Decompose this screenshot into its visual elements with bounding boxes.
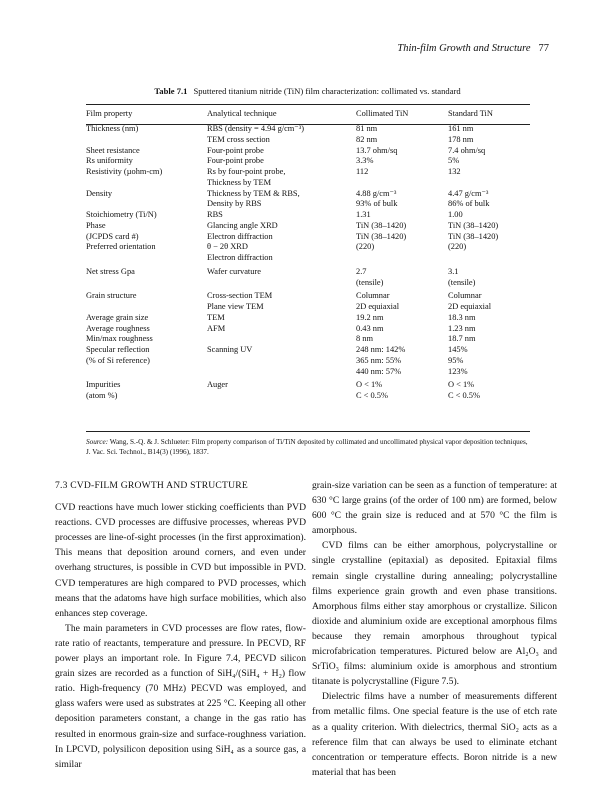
table-cell: 86% of bulk — [448, 199, 490, 209]
table-body — [86, 121, 530, 402]
table-row — [86, 345, 530, 356]
table-cell: C < 0.5% — [448, 391, 480, 400]
table-cell — [207, 356, 356, 367]
table-row — [86, 253, 530, 264]
table-cell: 365 nm: 55% — [356, 355, 402, 365]
table-cell — [86, 135, 207, 146]
table-row — [86, 167, 530, 178]
table-cell: 0.43 nm — [356, 323, 384, 333]
table-cell: 18.7 nm — [448, 334, 476, 344]
body-paragraph: CVD films can be either amorphous, polycrystalline or single crystalline (epitaxial) as deposited. Epitaxial films remain single crystalline during annealing; polycrystalline films experience grain growth and even phase transitions. Amorphous films either stay amorphous or crystallize. Silicon dioxide and aluminium oxide are exceptional amorphous films because they remain amorphous throughout typical microfabrication temperatures. Pictured below are Al₂O₃ and SrTiO₃ films: aluminium oxide is amorphous and strontium titanate is polycrystalline (Figure 7.5). — [312, 540, 557, 688]
left-paragraphs — [55, 500, 306, 772]
table-cell: Preferred orientation — [86, 242, 156, 252]
table-cell: Wafer curvature — [207, 266, 261, 276]
table-cell: Rs by four-point probe, — [207, 167, 286, 176]
table-cell: Rs uniformity — [86, 156, 133, 166]
table-row — [86, 264, 530, 278]
table-cell: TEM cross section — [207, 134, 270, 144]
table-row — [86, 199, 530, 210]
table-cell — [207, 367, 356, 378]
table-cell: Resistivity (µohm-cm) — [86, 167, 163, 176]
table-header-row — [86, 109, 530, 121]
table-cell: 18.3 nm — [448, 312, 476, 322]
table-cell: Columnar — [448, 291, 482, 301]
table-cell: 7.4 ohm/sq — [448, 145, 486, 155]
table-row — [86, 278, 530, 289]
table-cell: 145% — [448, 345, 468, 354]
table-cell: (220) — [356, 242, 375, 252]
table-row — [86, 324, 530, 335]
table-cell: 81 nm — [356, 124, 378, 133]
section-heading: 7.3 CVD-FILM GROWTH AND STRUCTURE — [55, 480, 248, 491]
table-cell: Density — [86, 188, 113, 198]
table-cell: (% of Si reference) — [86, 355, 150, 365]
header-cell: Analytical technique — [207, 109, 277, 118]
table-row — [86, 178, 530, 189]
table-cell: 2D equiaxial — [448, 302, 492, 311]
table-label: Table 7.1 — [154, 86, 188, 96]
table-cell: 248 nm: 142% — [356, 345, 406, 354]
table-top-rule — [86, 104, 530, 105]
table-cell: AFM — [207, 323, 226, 333]
table-cell: Average grain size — [86, 312, 149, 322]
table-cell: 3.3% — [356, 156, 374, 166]
table-cell: Sheet resistance — [86, 145, 140, 155]
table-row — [86, 156, 530, 167]
table-cell: Plane view TEM — [207, 302, 264, 311]
table-cell: 132 — [448, 167, 461, 176]
table-cell: Stoichiometry (Ti/N) — [86, 210, 157, 219]
table-cell: 13.7 ohm/sq — [356, 145, 398, 155]
table-cell — [86, 302, 207, 313]
table-cell: 4.47 g/cm⁻³ — [448, 188, 489, 198]
data-table — [86, 109, 530, 402]
table-cell — [207, 334, 356, 345]
table-cell: 1.31 — [356, 210, 371, 219]
table-cell: Net stress Gpa — [86, 266, 135, 276]
table-cell: Thickness by TEM & RBS, — [207, 188, 300, 198]
table-cell: 3.1 — [448, 266, 459, 276]
header-cell: Standard TiN — [448, 109, 493, 118]
table-cell — [86, 253, 207, 264]
table-cell: 5% — [448, 156, 460, 166]
table-cell: TiN (38–1420) — [356, 231, 407, 241]
table-cell: Min/max roughness — [86, 334, 153, 344]
table-cell: 2D equiaxial — [356, 302, 400, 311]
table-row — [86, 121, 530, 135]
body-paragraph: Dielectric films have a number of measurements different from metallic films. One special feature is the use of etch rate as a quality criterion. With dielectrics, thermal SiO₂ acts as a reference film that can always be used to eliminate etchant concentration or temperature effects. Boron nitride is a new material that has been — [312, 691, 557, 778]
body-paragraph: CVD reactions have much lower sticking coefficients than PVD reactions. CVD processes are diffusive processes, whereas PVD processes are line-of-sight processes (in the first approximation). This means that deposition around corners, and even under overhang structures, is possible in CVD but impossible in PVD. CVD temperatures are high compared to PVD processes, which means that the adatoms have high surface mobilities, which also enhances step coverage. — [55, 502, 306, 619]
table-cell — [86, 367, 207, 378]
table-cell — [207, 278, 356, 289]
table-row — [86, 377, 530, 391]
table-row — [86, 313, 530, 324]
table-cell: Phase — [86, 220, 106, 230]
source-label: Source: — [86, 438, 109, 446]
table-cell: Thickness by TEM — [207, 177, 272, 187]
table-source — [86, 437, 530, 457]
table-cell: Glancing angle XRD — [207, 220, 278, 230]
table-cell — [86, 199, 207, 210]
table-row — [86, 356, 530, 367]
table-cell: 161 nm — [448, 124, 474, 133]
table-cell: RBS (density = 4.94 g/cm⁻³) — [207, 124, 305, 133]
table-cell: 8 nm — [356, 334, 373, 344]
table-cell: O < 1% — [356, 380, 383, 390]
source-text: Wang, S.-Q. & J. Schlueter: Film property comparison of Ti/TiN deposited by collimated and uncollimated physical vapor deposition techniques, J. Vac. Sci. Technol., B14(3) (1996), 1837. — [86, 438, 528, 456]
table-cell: Impurities — [86, 380, 121, 390]
table-cell — [207, 391, 356, 402]
table-cell — [356, 253, 448, 264]
table-cell: 82 nm — [356, 134, 378, 144]
table-cell: Electron diffraction — [207, 231, 273, 241]
table-row — [86, 232, 530, 243]
table-cell: Columnar — [356, 291, 390, 301]
body-paragraph: grain-size variation can be seen as a function of temperature: at 630 °C large grains (of the order of 100 nm) are formed, below 600 °C the grain size is reduced and at 570 °C the film is amorphous. — [312, 480, 557, 537]
page-number: 77 — [538, 43, 549, 54]
table-row — [86, 189, 530, 200]
table-cell: Four-point probe — [207, 156, 264, 166]
table-cell: Scanning UV — [207, 345, 253, 354]
header-cell: Collimated TiN — [356, 109, 409, 118]
table-cell — [86, 278, 207, 289]
table-cell: 93% of bulk — [356, 199, 398, 209]
table-cell: RBS — [207, 210, 223, 219]
table-cell: Electron diffraction — [207, 253, 273, 262]
table-row — [86, 135, 530, 146]
table-cell: Four-point probe — [207, 145, 264, 155]
table-cell: TiN (38–1420) — [448, 220, 499, 230]
table-row — [86, 210, 530, 221]
table-cell: θ − 2θ XRD — [207, 242, 248, 252]
table-cell: TEM — [207, 312, 225, 322]
table-cell: O < 1% — [448, 380, 475, 390]
table-cell: 112 — [356, 167, 369, 176]
body-paragraph: The main parameters in CVD processes are flow rates, flow-rate ratio of reactants, temperature and pressure. In PECVD, RF power plays an important role. In Figure 7.4, PECVD silicon grain sizes are recorded as a function of SiH₄/(SiH₄ + H₂) flow ratio. High-frequency (70 MHz) PECVD was employed, and glass wafers were used as substrates at 225 °C. Keeping all other deposition parameters constant, a change in the gas ratio has resulted in enormous grain-size and surface-roughness variation. In LPCVD, polysilicon deposition using SiH₄ as a source gas, a similar — [55, 622, 306, 770]
table-row — [86, 367, 530, 378]
table-cell — [86, 178, 207, 189]
table-cell: TiN (38–1420) — [448, 231, 499, 241]
table-caption-text: Sputtered titanium nitride (TiN) film characterization: collimated vs. standard — [193, 86, 461, 96]
table-cell: Cross-section TEM — [207, 291, 273, 301]
right-paragraphs — [312, 478, 557, 780]
table-cell: Density by RBS — [207, 199, 262, 209]
running-head — [397, 43, 549, 54]
table-cell: C < 0.5% — [356, 391, 388, 400]
table-row — [86, 242, 530, 253]
table-cell: 4.88 g/cm⁻³ — [356, 188, 397, 198]
table-cell: Thickness (nm) — [86, 124, 139, 133]
table-cell: 440 nm: 57% — [356, 366, 402, 376]
table-bottom-rule — [86, 431, 530, 432]
table-cell: 95% — [448, 355, 464, 365]
table-cell — [448, 178, 530, 189]
table-row — [86, 391, 530, 402]
table-row — [86, 221, 530, 232]
table-cell: 2.7 — [356, 266, 367, 276]
table-cell: Auger — [207, 380, 228, 390]
table-cell: (220) — [448, 242, 467, 252]
table-cell — [356, 178, 448, 189]
table-cell: Average roughness — [86, 323, 150, 333]
table-row — [86, 302, 530, 313]
table-cell: 1.23 nm — [448, 323, 476, 333]
table-row — [86, 334, 530, 345]
table-cell: 178 nm — [448, 134, 474, 144]
table-cell: Grain structure — [86, 291, 137, 301]
right-column — [312, 478, 557, 780]
table-cell: (JCPDS card #) — [86, 231, 139, 241]
table-cell: 19.2 nm — [356, 312, 384, 322]
table-cell: (atom %) — [86, 391, 118, 400]
left-column — [55, 478, 306, 772]
table-cell — [448, 253, 530, 264]
table-cell: Specular reflection — [86, 345, 150, 354]
table-cell: (tensile) — [356, 277, 384, 287]
header-cell: Film property — [86, 109, 133, 118]
table-caption — [0, 86, 615, 96]
table-cell: (tensile) — [448, 277, 476, 287]
table-row — [86, 288, 530, 302]
table-cell: 1.00 — [448, 210, 463, 219]
running-head-title: Thin-film Growth and Structure — [397, 43, 531, 54]
table-cell: 123% — [448, 366, 468, 376]
table-row — [86, 146, 530, 157]
table-cell: TiN (38–1420) — [356, 220, 407, 230]
